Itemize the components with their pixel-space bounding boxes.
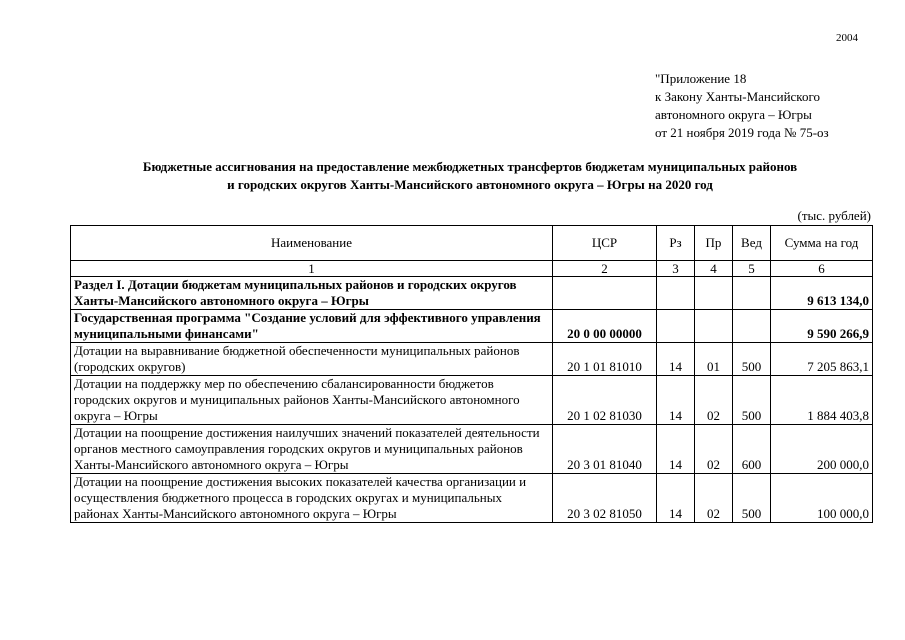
- appendix-line: "Приложение 18: [655, 71, 747, 86]
- table-row-section: [71, 277, 873, 310]
- row-sum: 9 613 134,0: [771, 277, 873, 310]
- header-rz: Рз: [657, 226, 695, 261]
- row-name: Дотации на выравнивание бюджетной обеспеченности муниципальных районов (городских округов): [71, 343, 553, 376]
- table-row: [71, 474, 873, 523]
- row-sum: 7 205 863,1: [771, 343, 873, 376]
- header-sum: Сумма на год: [771, 226, 873, 261]
- units-label: (тыс. рублей): [797, 208, 871, 223]
- row-csr: 20 3 01 81040: [553, 425, 657, 474]
- column-number: 6: [771, 261, 873, 277]
- row-rz: [657, 277, 695, 310]
- row-sum: 1 884 403,8: [771, 376, 873, 425]
- column-number-row: [71, 261, 873, 277]
- column-number: 1: [71, 261, 553, 277]
- table-row: [71, 425, 873, 474]
- appendix-reference: [655, 70, 829, 142]
- document-title: [70, 158, 870, 194]
- row-pr: 02: [695, 376, 733, 425]
- row-pr: [695, 277, 733, 310]
- row-pr: 02: [695, 474, 733, 523]
- row-csr: 20 1 01 81010: [553, 343, 657, 376]
- row-csr: 20 3 02 81050: [553, 474, 657, 523]
- header-row: [71, 226, 873, 261]
- appendix-line: к Закону Ханты-Мансийского: [655, 89, 820, 104]
- row-ved: [733, 310, 771, 343]
- row-sum: 9 590 266,9: [771, 310, 873, 343]
- header-name: Наименование: [71, 226, 553, 261]
- header-csr: ЦСР: [553, 226, 657, 261]
- row-sum: 200 000,0: [771, 425, 873, 474]
- title-line: и городских округов Ханты-Мансийского автономного округа – Югры на 2020 год: [227, 177, 713, 192]
- table-row-program: [71, 310, 873, 343]
- row-name: Дотации на поощрение достижения высоких показателей качества организации и осуществления бюджетного процесса в городских округах и муниципальных районах Ханты-Мансийского автономного округа – Югры: [71, 474, 553, 523]
- row-ved: 600: [733, 425, 771, 474]
- page-number: 2004: [836, 32, 858, 44]
- row-pr: 02: [695, 425, 733, 474]
- row-rz: 14: [657, 425, 695, 474]
- appendix-line: от 21 ноября 2019 года № 75-оз: [655, 125, 829, 140]
- row-name: Раздел I. Дотации бюджетам муниципальных районов и городских округов Ханты-Мансийского автономного округа – Югры: [71, 277, 553, 310]
- row-rz: 14: [657, 474, 695, 523]
- row-ved: 500: [733, 343, 771, 376]
- table-row: [71, 343, 873, 376]
- column-number: 3: [657, 261, 695, 277]
- row-rz: 14: [657, 343, 695, 376]
- row-csr: 20 0 00 00000: [553, 310, 657, 343]
- row-csr: [553, 277, 657, 310]
- row-sum: 100 000,0: [771, 474, 873, 523]
- row-csr: 20 1 02 81030: [553, 376, 657, 425]
- budget-table: [70, 225, 873, 523]
- column-number: 4: [695, 261, 733, 277]
- header-ved: Вед: [733, 226, 771, 261]
- column-number: 5: [733, 261, 771, 277]
- row-rz: 14: [657, 376, 695, 425]
- row-ved: [733, 277, 771, 310]
- header-pr: Пр: [695, 226, 733, 261]
- row-name: Дотации на поддержку мер по обеспечению сбалансированности бюджетов городских округов и муниципальных районов Ханты-Мансийского автономного округа – Югры: [71, 376, 553, 425]
- row-ved: 500: [733, 474, 771, 523]
- title-line: Бюджетные ассигнования на предоставление межбюджетных трансфертов бюджетам муниципальных районов: [142, 159, 798, 174]
- appendix-line: автономного округа – Югры: [655, 107, 812, 122]
- row-pr: [695, 310, 733, 343]
- row-name: Государственная программа "Создание условий для эффективного управления муниципальными финансами": [71, 310, 553, 343]
- column-number: 2: [553, 261, 657, 277]
- row-name: Дотации на поощрение достижения наилучших значений показателей деятельности органов местного самоуправления городских округов и муниципальных районов Ханты-Мансийского автономного округа – Югры: [71, 425, 553, 474]
- row-rz: [657, 310, 695, 343]
- row-ved: 500: [733, 376, 771, 425]
- table-row: [71, 376, 873, 425]
- row-pr: 01: [695, 343, 733, 376]
